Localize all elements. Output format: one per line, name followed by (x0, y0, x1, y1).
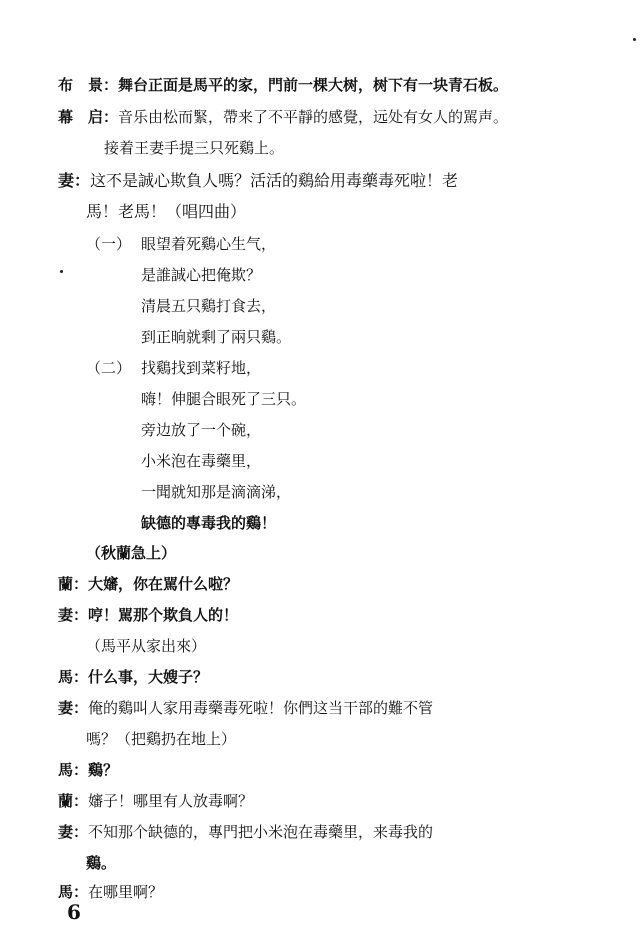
wife-line-1 (58, 171, 458, 191)
wife-line-2 (58, 605, 238, 625)
speaker-ma: 馬： (58, 883, 89, 901)
lan-line-2-text: 嬸子！哪里有人放毒啊？ (88, 792, 254, 810)
speaker-wife: 妻： (58, 823, 89, 841)
verse-1-label: （一） (86, 235, 132, 253)
wife-line-3-text: 俺的鷄叫人家用毒藥毒死啦！你們这当干部的難不管 (88, 699, 434, 717)
speaker-lan: 蘭： (58, 575, 89, 593)
wife-line-1-text: 这不是誠心欺負人嗎？活活的鷄給用毒藥毒死啦！老 (90, 171, 459, 190)
wife-line-2-text: 哼！駡那个欺負人的！ (88, 606, 239, 624)
page-number: 6 (67, 900, 81, 924)
ma-line-1-text: 什么事，大嫂子？ (88, 668, 209, 686)
stage-direction-2: （馬平从家出來） (86, 637, 207, 655)
stage-direction-1: （秋蘭急上） (86, 544, 177, 562)
opening-label: 幕 启： (58, 108, 119, 126)
speaker-wife: 妻： (58, 606, 89, 624)
scan-speck (60, 270, 63, 273)
wife-line-3-cont: 嗎？（把鷄扔在地上） (86, 730, 237, 748)
verse-1-line-2: 是誰誠心把俺欺？ (141, 266, 262, 284)
verse-1-line-4: 到正晌就剩了兩只鷄。 (141, 328, 292, 346)
ma-line-3 (58, 882, 163, 902)
scan-speck (633, 38, 636, 41)
ma-line-2-text: 鷄？ (88, 761, 119, 779)
opening-text: 音乐由松而緊，帶来了不平靜的感覺，远处有女人的駡声。 (118, 108, 509, 126)
verse-2-line-4: 小米泡在毒藥里， (141, 452, 262, 470)
wife-line-4-cont: 鷄。 (86, 854, 117, 872)
verse-2-line-3: 旁边放了一个碗， (141, 421, 262, 439)
opening-cont: 接着王妻手提三只死鷄上。 (104, 139, 285, 157)
verse-2-line-1: 找鷄找到菜籽地， (141, 359, 262, 377)
verse-1-line-1: 眼望着死鷄心生气， (141, 235, 277, 253)
wife-line-4-text: 不知那个缺德的，專門把小米泡在毒藥里，来毒我的 (88, 823, 434, 841)
setting-label: 布 景： (58, 76, 119, 94)
verse-2-line-6: 缺德的專毒我的鷄！ (141, 514, 277, 532)
speaker-ma: 馬： (58, 761, 89, 779)
ma-line-3-text: 在哪里啊？ (88, 883, 164, 901)
verse-2-line-2: 嗨！伸腿合眼死了三只。 (141, 390, 307, 408)
ma-line-1 (58, 667, 208, 687)
lan-line-1-text: 大嬸，你在駡什么啦？ (88, 575, 239, 593)
setting-text: 舞台正面是馬平的家，門前一棵大树，树下有一块青石板。 (118, 76, 509, 94)
ma-line-2 (58, 760, 118, 780)
verse-2-label: （二） (86, 359, 132, 377)
speaker-ma: 馬： (58, 668, 89, 686)
lan-line-1 (58, 574, 238, 594)
speaker-wife: 妻： (58, 171, 91, 190)
wife-line-4 (58, 822, 433, 842)
wife-line-1-cont: 馬！老馬！（唱四曲） (86, 202, 247, 221)
wife-line-3 (58, 698, 433, 718)
verse-1-line-3: 清晨五只鷄打食去， (141, 297, 277, 315)
lan-line-2 (58, 791, 253, 811)
speaker-lan: 蘭： (58, 792, 89, 810)
setting-line (58, 75, 508, 95)
verse-2-line-5: 一聞就知那是滴滴涕， (141, 483, 292, 501)
speaker-wife: 妻： (58, 699, 89, 717)
opening-line (58, 107, 508, 127)
